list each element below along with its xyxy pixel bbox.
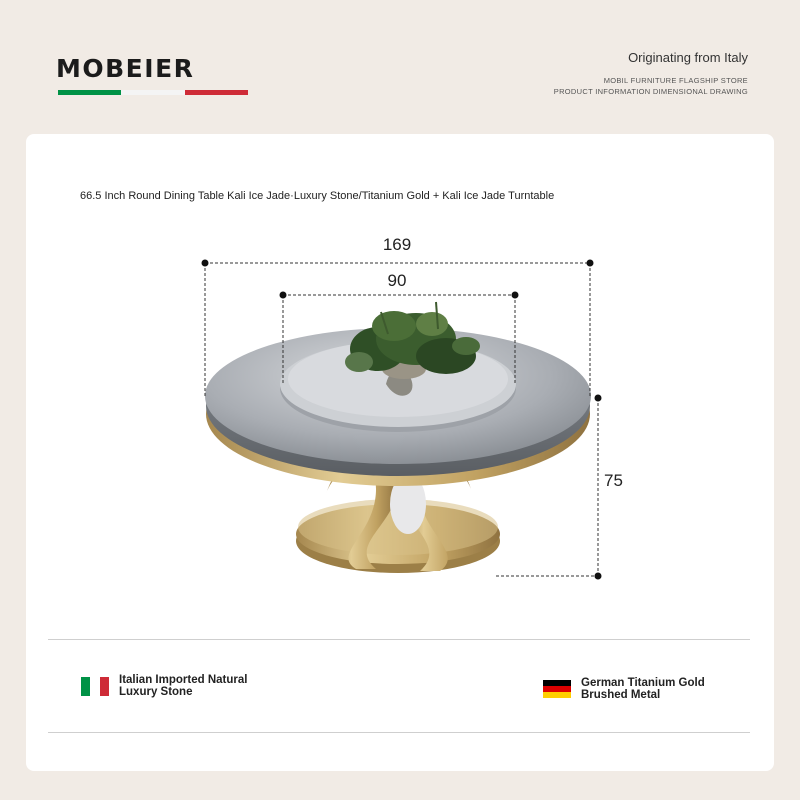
- brand-logo: [56, 54, 256, 100]
- feature-italian-stone: [81, 674, 247, 698]
- product-title: 66.5 Inch Round Dining Table Kali Ice Jade·Luxury Stone/Titanium Gold + Kali Ice Jade Turntable: [80, 190, 555, 202]
- table-diameter-label: 169: [382, 235, 412, 254]
- feature-german-metal: [543, 677, 705, 701]
- italy-flag-icon: [81, 677, 109, 696]
- feature-line: Luxury Stone: [119, 686, 193, 698]
- feature-text: [581, 677, 705, 701]
- feature-line: Brushed Metal: [581, 689, 661, 701]
- store-name: MOBIL FURNITURE FLAGSHIP STORE: [603, 76, 748, 85]
- turntable-diameter-label: 90: [387, 271, 407, 290]
- table-height-label: 75: [604, 471, 623, 490]
- divider-top: [48, 639, 750, 640]
- feature-line: German Titanium Gold: [581, 677, 705, 689]
- product-card: [26, 134, 774, 771]
- logo-text: MOBEIER: [56, 54, 195, 83]
- feature-text: [119, 674, 247, 698]
- logo-tricolor-bar: [58, 90, 248, 95]
- origin-text: Originating from Italy: [628, 50, 748, 65]
- divider-bottom: [48, 732, 750, 733]
- header-info: [554, 50, 748, 97]
- feature-line: Italian Imported Natural: [119, 674, 248, 686]
- drawing-subtitle: PRODUCT INFORMATION DIMENSIONAL DRAWING: [553, 87, 748, 96]
- germany-flag-icon: [543, 680, 571, 699]
